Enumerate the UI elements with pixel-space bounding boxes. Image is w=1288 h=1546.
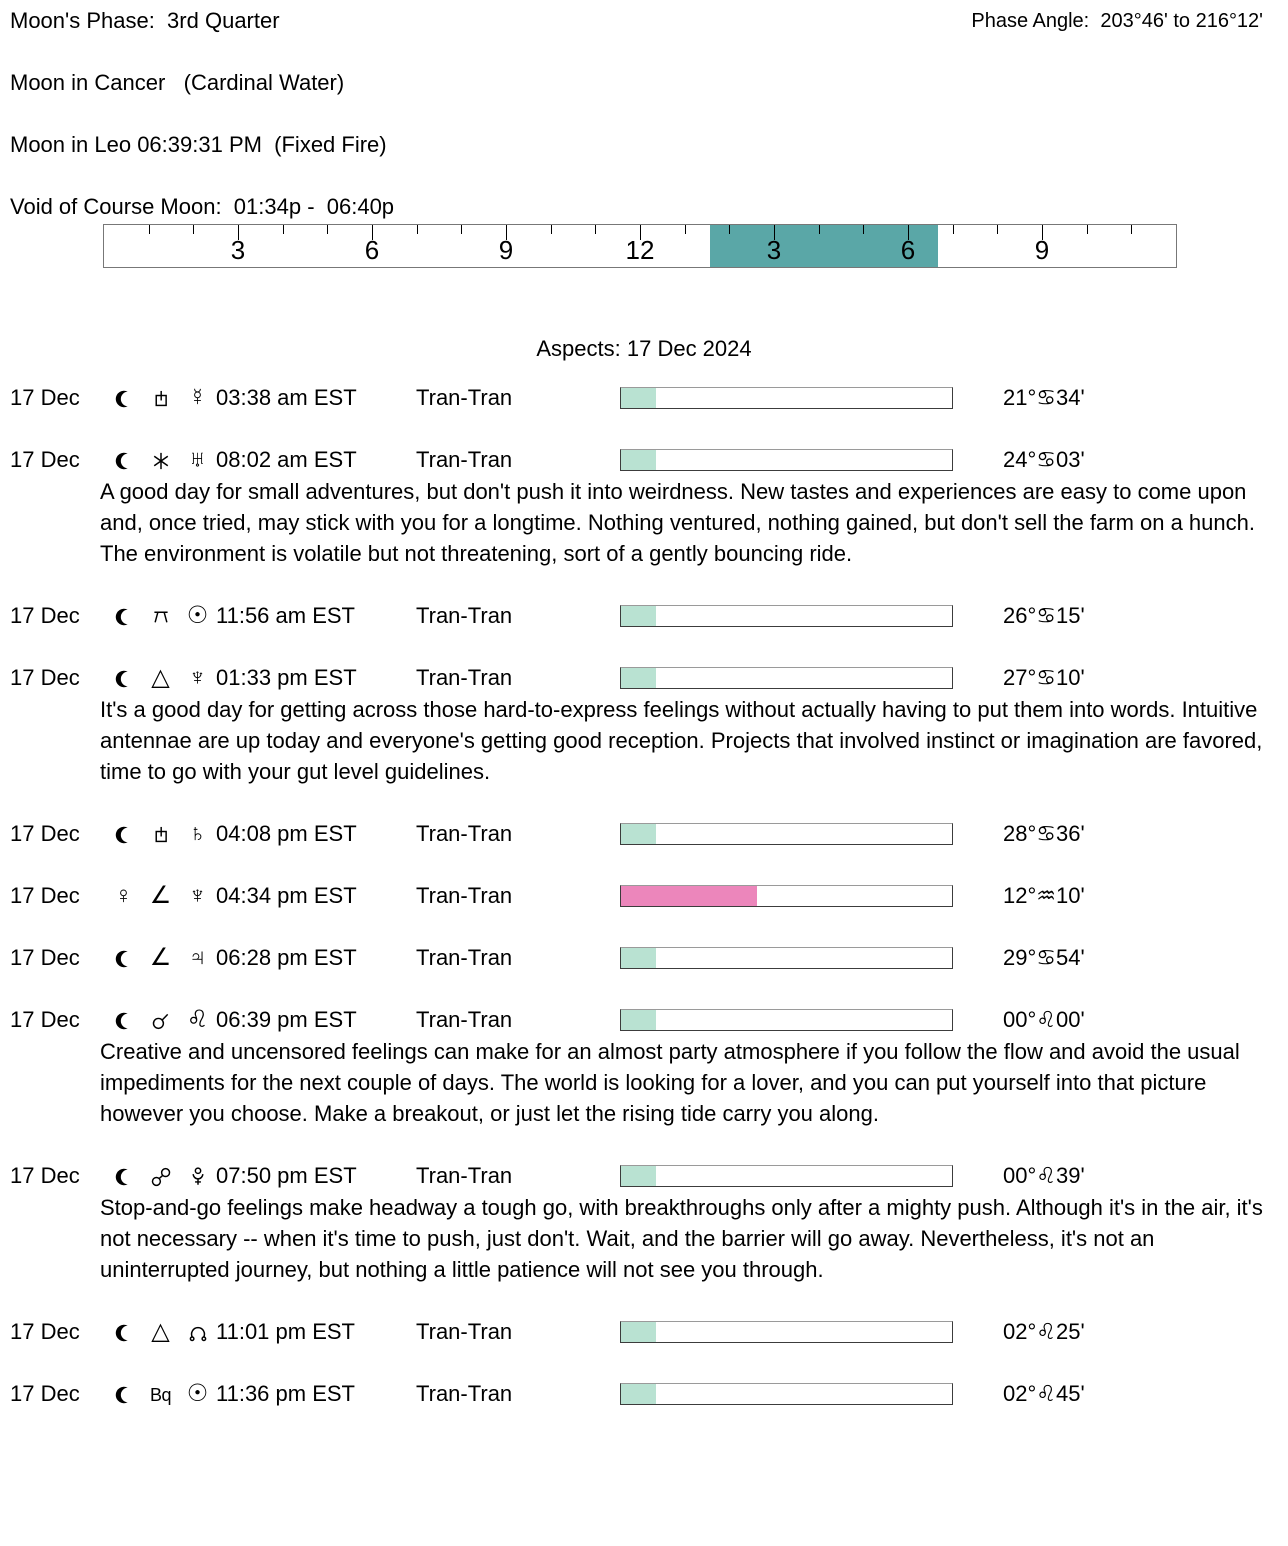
void-of-course-ruler: [103, 224, 1177, 268]
aspect-position: 28°♋36': [1003, 821, 1085, 846]
saturn-icon: ♄: [188, 820, 207, 847]
void-of-course-text: Void of Course Moon: 01:34p - 06:40p: [10, 194, 395, 219]
orb-bar-fill: [621, 1166, 656, 1186]
moons-phase-text: Moon's Phase: 3rd Quarter: [10, 8, 280, 33]
hour-tick: [551, 225, 552, 234]
orb-bar-fill: [621, 886, 757, 906]
aspect-time: 07:50 pm EST: [216, 1163, 357, 1188]
moon-icon: [105, 1379, 142, 1409]
hour-tick: [1131, 225, 1132, 234]
aspect-row: [10, 881, 1288, 911]
header-line-4: [10, 194, 1278, 218]
hour-tick: [595, 225, 596, 234]
hour-tick: [685, 225, 686, 234]
aspect-interpretation: A good day for small adventures, but don't push it into weirdness. New tastes and experiences are easy to come upon and, once tried, may stick with you for a longtime. Nothing ventured, nothing gained, but don't sell the farm on a hunch. The environment is volatile but not threatening, sort of a gently bouncing ride.: [100, 479, 1255, 566]
neptune-icon: ♆: [188, 882, 207, 909]
orb-bar: [620, 605, 953, 627]
orb-bar-fill: [621, 388, 656, 408]
moon-icon: [105, 445, 142, 475]
pluto-icon: [179, 1161, 216, 1191]
hour-tick: [327, 225, 328, 234]
aspect-date: 17 Dec: [10, 1163, 80, 1188]
sun-icon: ☉: [186, 602, 209, 629]
north-node-icon: [179, 1317, 216, 1347]
aspect-time: 08:02 am EST: [216, 447, 357, 472]
neptune-icon: ♆: [188, 664, 207, 691]
orb-bar: [620, 1321, 953, 1343]
orb-bar-fill: [621, 606, 656, 626]
ruler-hour-label: 6: [364, 235, 380, 265]
aspect-position: 02°♌25': [1003, 1319, 1085, 1344]
moon-icon: [105, 943, 142, 973]
orb-bar: [620, 823, 953, 845]
aspect-date: 17 Dec: [10, 385, 80, 410]
orb-bar-fill: [621, 824, 656, 844]
ruler-hour-label: 9: [1034, 235, 1050, 265]
aspect-row: [10, 1161, 1288, 1191]
aspect-row: [10, 663, 1288, 693]
aspect-date: 17 Dec: [10, 945, 80, 970]
hour-tick: [461, 225, 462, 234]
aspect-date: 17 Dec: [10, 603, 80, 628]
orb-bar: [620, 947, 953, 969]
quincunx-icon: [142, 601, 179, 631]
aspect-type: Tran-Tran: [416, 385, 513, 410]
moon-icon: [105, 819, 142, 849]
moon-icon: [105, 663, 142, 693]
moon-icon: [105, 601, 142, 631]
header-line-2: [10, 70, 1278, 94]
aspect-row: [10, 445, 1288, 475]
orb-bar-fill: [621, 1010, 656, 1030]
jupiter-icon: ♃: [188, 944, 207, 971]
mercury-icon: ☿: [188, 384, 207, 411]
orb-bar: [620, 885, 953, 907]
aspect-time: 01:33 pm EST: [216, 665, 357, 690]
sextile-icon: [142, 445, 179, 475]
aspect-type: Tran-Tran: [416, 1381, 513, 1406]
aspect-position: 00°♌00': [1003, 1007, 1085, 1032]
aspect-time: 03:38 am EST: [216, 385, 357, 410]
hour-tick: [819, 225, 820, 234]
semisquare-icon: ∠: [149, 882, 172, 909]
trine-icon: △: [151, 664, 170, 691]
hour-tick: [417, 225, 418, 234]
aspect-date: 17 Dec: [10, 447, 80, 472]
sun-icon: ☉: [186, 1380, 209, 1407]
ruler-hour-label: 9: [498, 235, 514, 265]
hour-tick: [997, 225, 998, 234]
orb-bar: [620, 449, 953, 471]
ruler-hour-label: 3: [766, 235, 782, 265]
ruler-hour-label: 6: [900, 235, 916, 265]
ruler-hour-label: 3: [230, 235, 246, 265]
aspect-row: [10, 601, 1288, 631]
leo-sign-icon: ♌: [186, 1006, 209, 1033]
aspect-interpretation: Stop-and-go feelings make headway a tough go, with breakthroughs only after a mighty push. Although it's in the air, it's not necessary -- when it's time to push, just don't. Wait, and the barrier will go away. Nevertheless, it's not an uninterrupted journey, but nothing a little patience will not see you through.: [100, 1195, 1263, 1282]
orb-bar: [620, 387, 953, 409]
hour-tick: [283, 225, 284, 234]
moon-icon: [105, 1005, 142, 1035]
aspect-row: [10, 819, 1288, 849]
aspect-position: 26°♋15': [1003, 603, 1085, 628]
venus-icon: ♀: [114, 882, 133, 909]
orb-bar: [620, 1009, 953, 1031]
moon-icon: [105, 1161, 142, 1191]
aspect-time: 11:36 pm EST: [216, 1381, 355, 1406]
aspect-date: 17 Dec: [10, 821, 80, 846]
aspect-time: 04:08 pm EST: [216, 821, 357, 846]
sesquiquadrate-icon: [142, 383, 179, 413]
semisquare-icon: ∠: [149, 944, 172, 971]
orb-bar-fill: [621, 1322, 656, 1342]
aspect-type: Tran-Tran: [416, 1007, 513, 1032]
hour-tick: [149, 225, 150, 234]
uranus-icon: ♅: [188, 446, 207, 473]
aspect-row: [10, 1005, 1288, 1035]
aspect-position: 02°♌45': [1003, 1381, 1085, 1406]
aspect-position: 24°♋03': [1003, 447, 1085, 472]
aspect-time: 11:56 am EST: [216, 603, 355, 628]
aspect-time: 06:39 pm EST: [216, 1007, 357, 1032]
orb-bar-fill: [621, 948, 656, 968]
aspect-type: Tran-Tran: [416, 447, 513, 472]
moon-icon: [105, 1317, 142, 1347]
aspect-position: 00°♌39': [1003, 1163, 1085, 1188]
aspect-date: 17 Dec: [10, 1381, 80, 1406]
astrology-report-page: [0, 8, 1288, 1546]
aspect-position: 29°♋54': [1003, 945, 1085, 970]
opposition-icon: [142, 1161, 179, 1191]
aspect-row: [10, 1379, 1288, 1409]
orb-bar-fill: [621, 1384, 656, 1404]
aspect-type: Tran-Tran: [416, 883, 513, 908]
orb-bar: [620, 1165, 953, 1187]
aspect-interpretation: It's a good day for getting across those hard-to-express feelings without actually having to put them into words. Intuitive antennae are up today and everyone's getting good reception. Projects that involved instinct or imagination are favored, time to go with your gut level guidelines.: [100, 697, 1263, 784]
conjunction-icon: [142, 1005, 179, 1035]
aspects-list: [0, 383, 1288, 1409]
orb-bar: [620, 667, 953, 689]
aspect-row: [10, 943, 1288, 973]
aspect-type: Tran-Tran: [416, 821, 513, 846]
moon-icon: [105, 383, 142, 413]
aspect-date: 17 Dec: [10, 1007, 80, 1032]
aspect-row: [10, 1317, 1288, 1347]
aspect-row: [10, 383, 1288, 413]
aspect-interpretation: Creative and uncensored feelings can make for an almost party atmosphere if you follow the flow and avoid the usual impediments for the next couple of days. The world is looking for a lover, and you can put yourself into that picture however you choose. Make a breakout, or just let the rising tide carry you along.: [100, 1039, 1240, 1126]
aspect-date: 17 Dec: [10, 1319, 80, 1344]
hour-tick: [863, 225, 864, 234]
ruler-hour-label: 12: [625, 235, 655, 265]
aspect-position: 27°♋10': [1003, 665, 1085, 690]
aspect-type: Tran-Tran: [416, 945, 513, 970]
aspect-time: 11:01 pm EST: [216, 1319, 355, 1344]
header-line-3: [10, 132, 1278, 156]
hour-tick: [193, 225, 194, 234]
aspects-title: Aspects: 17 Dec 2024: [536, 336, 752, 361]
moon-next-sign-text: Moon in Leo 06:39:31 PM (Fixed Fire): [10, 132, 387, 157]
aspect-type: Tran-Tran: [416, 665, 513, 690]
aspect-time: 06:28 pm EST: [216, 945, 357, 970]
orb-bar-fill: [621, 668, 656, 688]
aspect-type: Tran-Tran: [416, 1163, 513, 1188]
trine-icon: △: [151, 1318, 170, 1345]
aspect-date: 17 Dec: [10, 665, 80, 690]
hour-tick: [1087, 225, 1088, 234]
hour-tick: [953, 225, 954, 234]
aspect-date: 17 Dec: [10, 883, 80, 908]
hour-tick: [729, 225, 730, 234]
biquintile-icon: Bq: [149, 1384, 172, 1405]
moon-in-sign-text: Moon in Cancer (Cardinal Water): [10, 70, 345, 95]
aspect-type: Tran-Tran: [416, 1319, 513, 1344]
aspect-position: 21°♋34': [1003, 385, 1085, 410]
orb-bar: [620, 1383, 953, 1405]
header-line-1: [10, 8, 1278, 32]
sesquiquadrate-icon: [142, 819, 179, 849]
phase-angle-text: Phase Angle: 203°46' to 216°12': [971, 10, 1263, 32]
orb-bar-fill: [621, 450, 656, 470]
aspect-position: 12°♒10': [1003, 883, 1085, 908]
aspect-time: 04:34 pm EST: [216, 883, 357, 908]
aspect-type: Tran-Tran: [416, 603, 513, 628]
